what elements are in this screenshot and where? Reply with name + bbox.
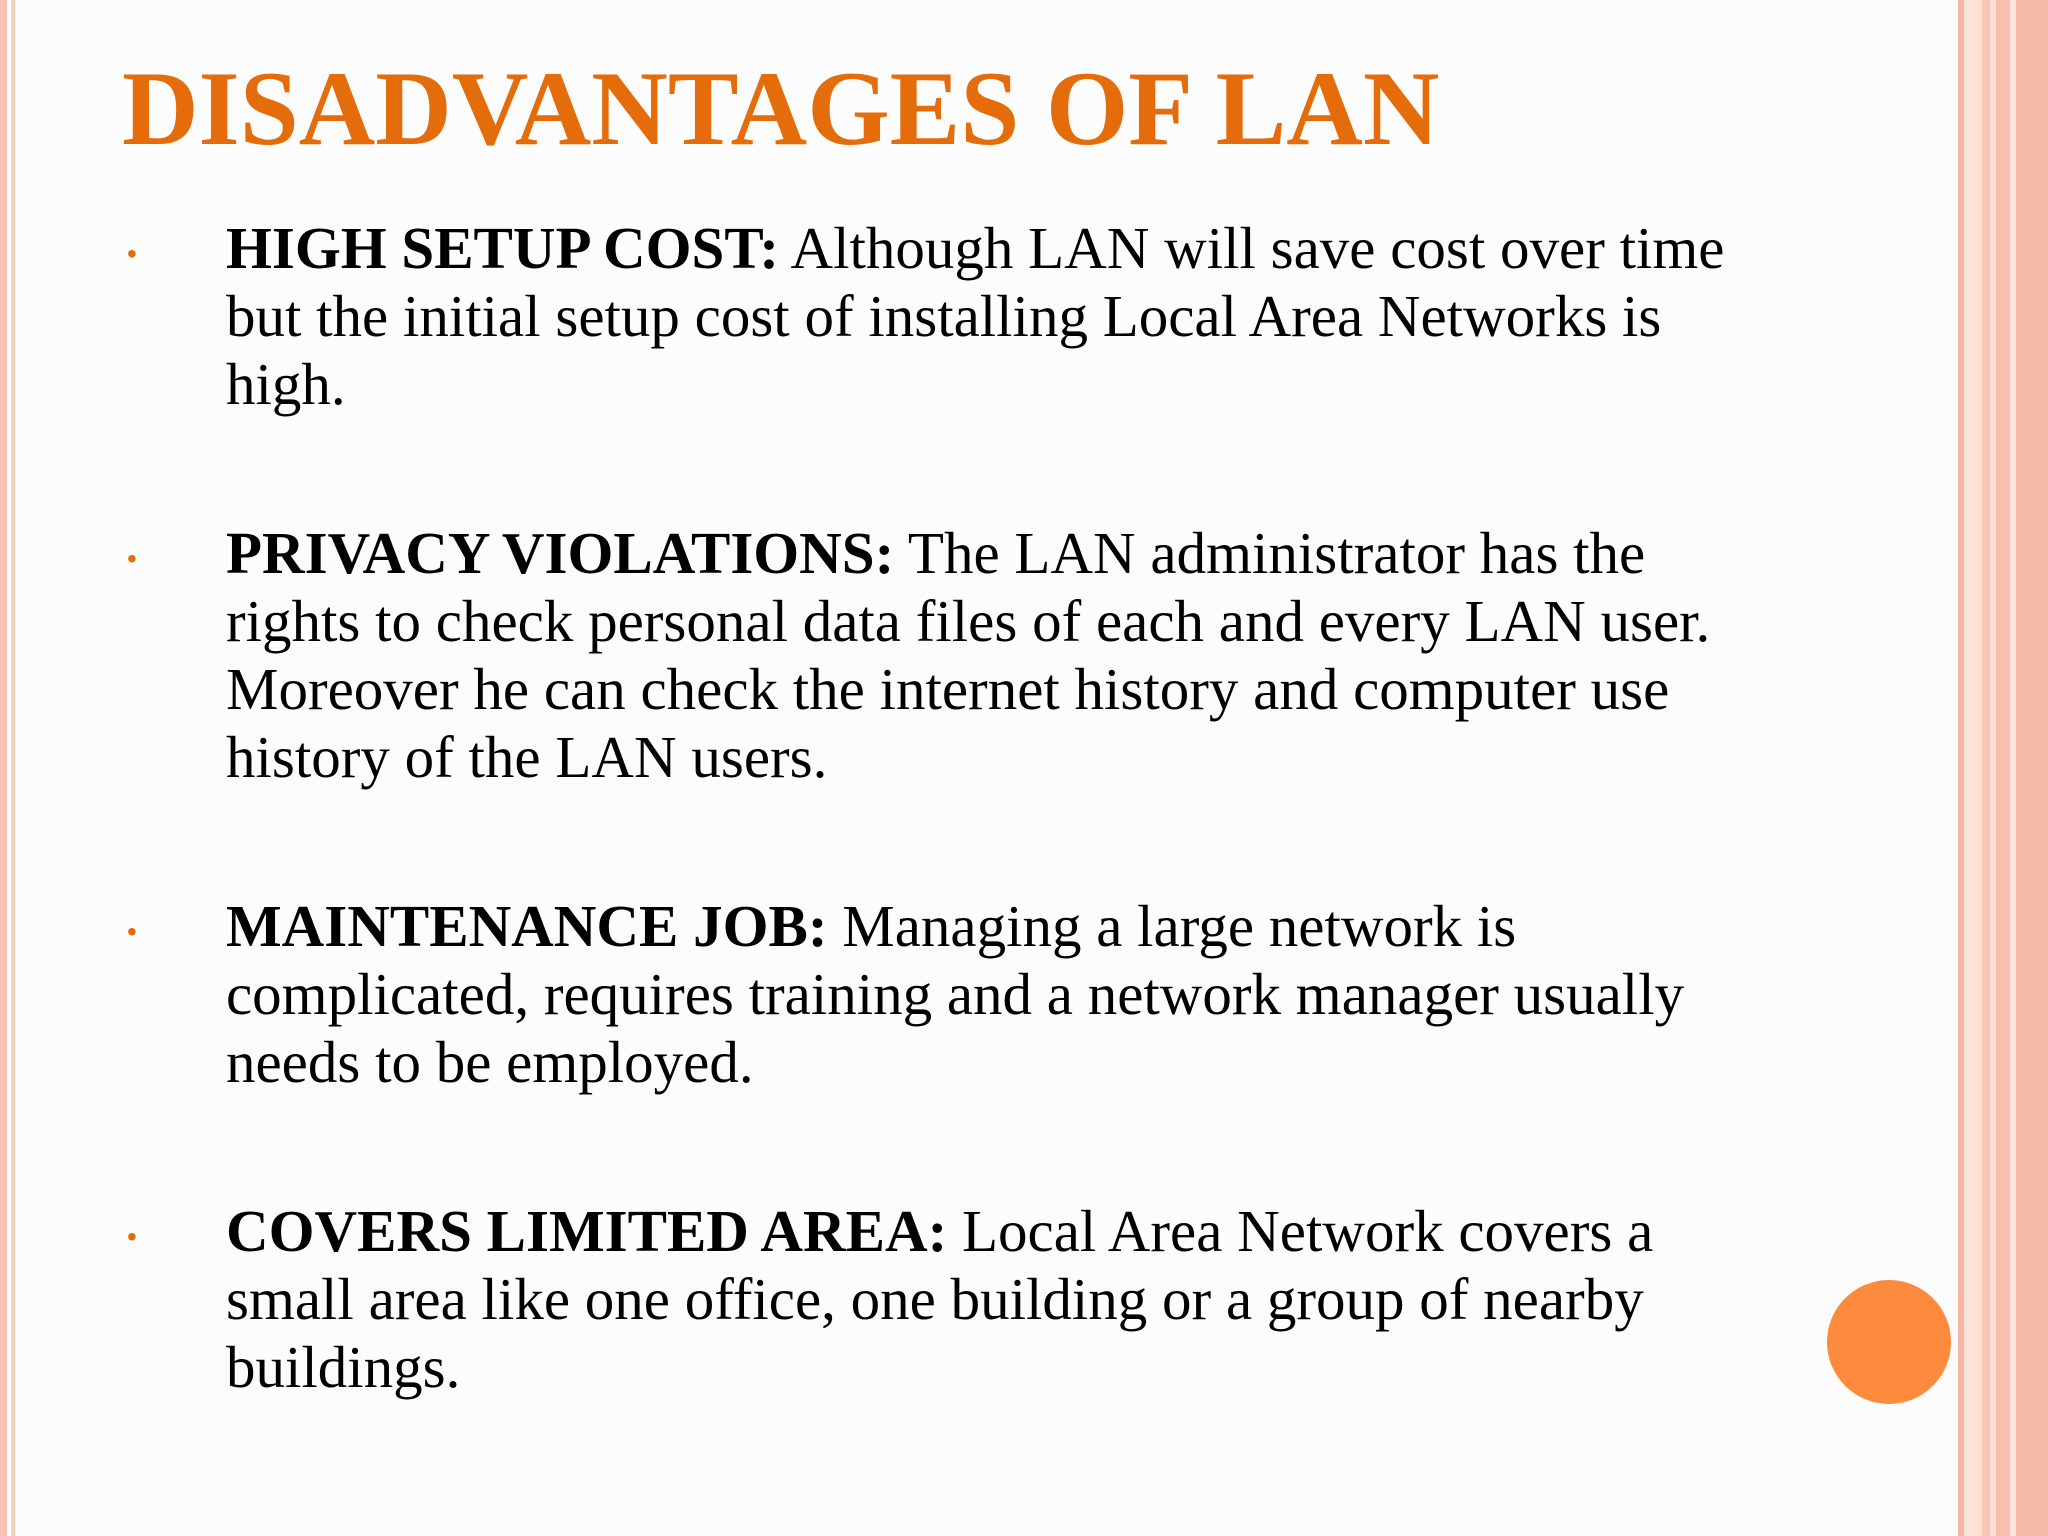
- bullet-term: COVERS LIMITED AREA:: [226, 1198, 948, 1264]
- bullet-icon: •: [127, 1221, 137, 1252]
- right-border-stripe: [1964, 0, 1982, 1536]
- decorative-circle: [1827, 1280, 1951, 1404]
- bullet-item-privacy-violations: [226, 519, 1786, 791]
- bullet-icon: •: [127, 238, 137, 269]
- bullet-text: Although LAN will save cost over time but the initial setup cost of installing Local Area Networks is high.: [226, 215, 1725, 417]
- right-border-stripe: [1996, 0, 2010, 1536]
- bullet-item-maintenance-job: [226, 892, 1786, 1096]
- bullet-text: Local Area Network covers a small area like one office, one building or a group of nearby buildings.: [226, 1198, 1654, 1400]
- slide-title: DISADVANTAGES OF LAN: [122, 50, 1440, 167]
- right-border-stripe: [2016, 0, 2048, 1536]
- bullet-text: Managing a large network is complicated, requires training and a network manager usually needs to be employed.: [226, 893, 1685, 1095]
- bullet-term: HIGH SETUP COST:: [226, 215, 779, 281]
- bullet-item-high-setup-cost: [226, 214, 1786, 418]
- bullet-term: MAINTENANCE JOB:: [226, 893, 828, 959]
- bullet-item-covers-limited-area: [226, 1197, 1786, 1401]
- bullet-text: The LAN administrator has the rights to check personal data files of each and every LAN user. Moreover he can check the internet history and computer use history of the LAN users.: [226, 520, 1711, 790]
- right-border-stripe: [1982, 0, 1990, 1536]
- bullet-icon: •: [127, 543, 137, 574]
- bullet-term: PRIVACY VIOLATIONS:: [226, 520, 895, 586]
- bullet-icon: •: [127, 916, 137, 947]
